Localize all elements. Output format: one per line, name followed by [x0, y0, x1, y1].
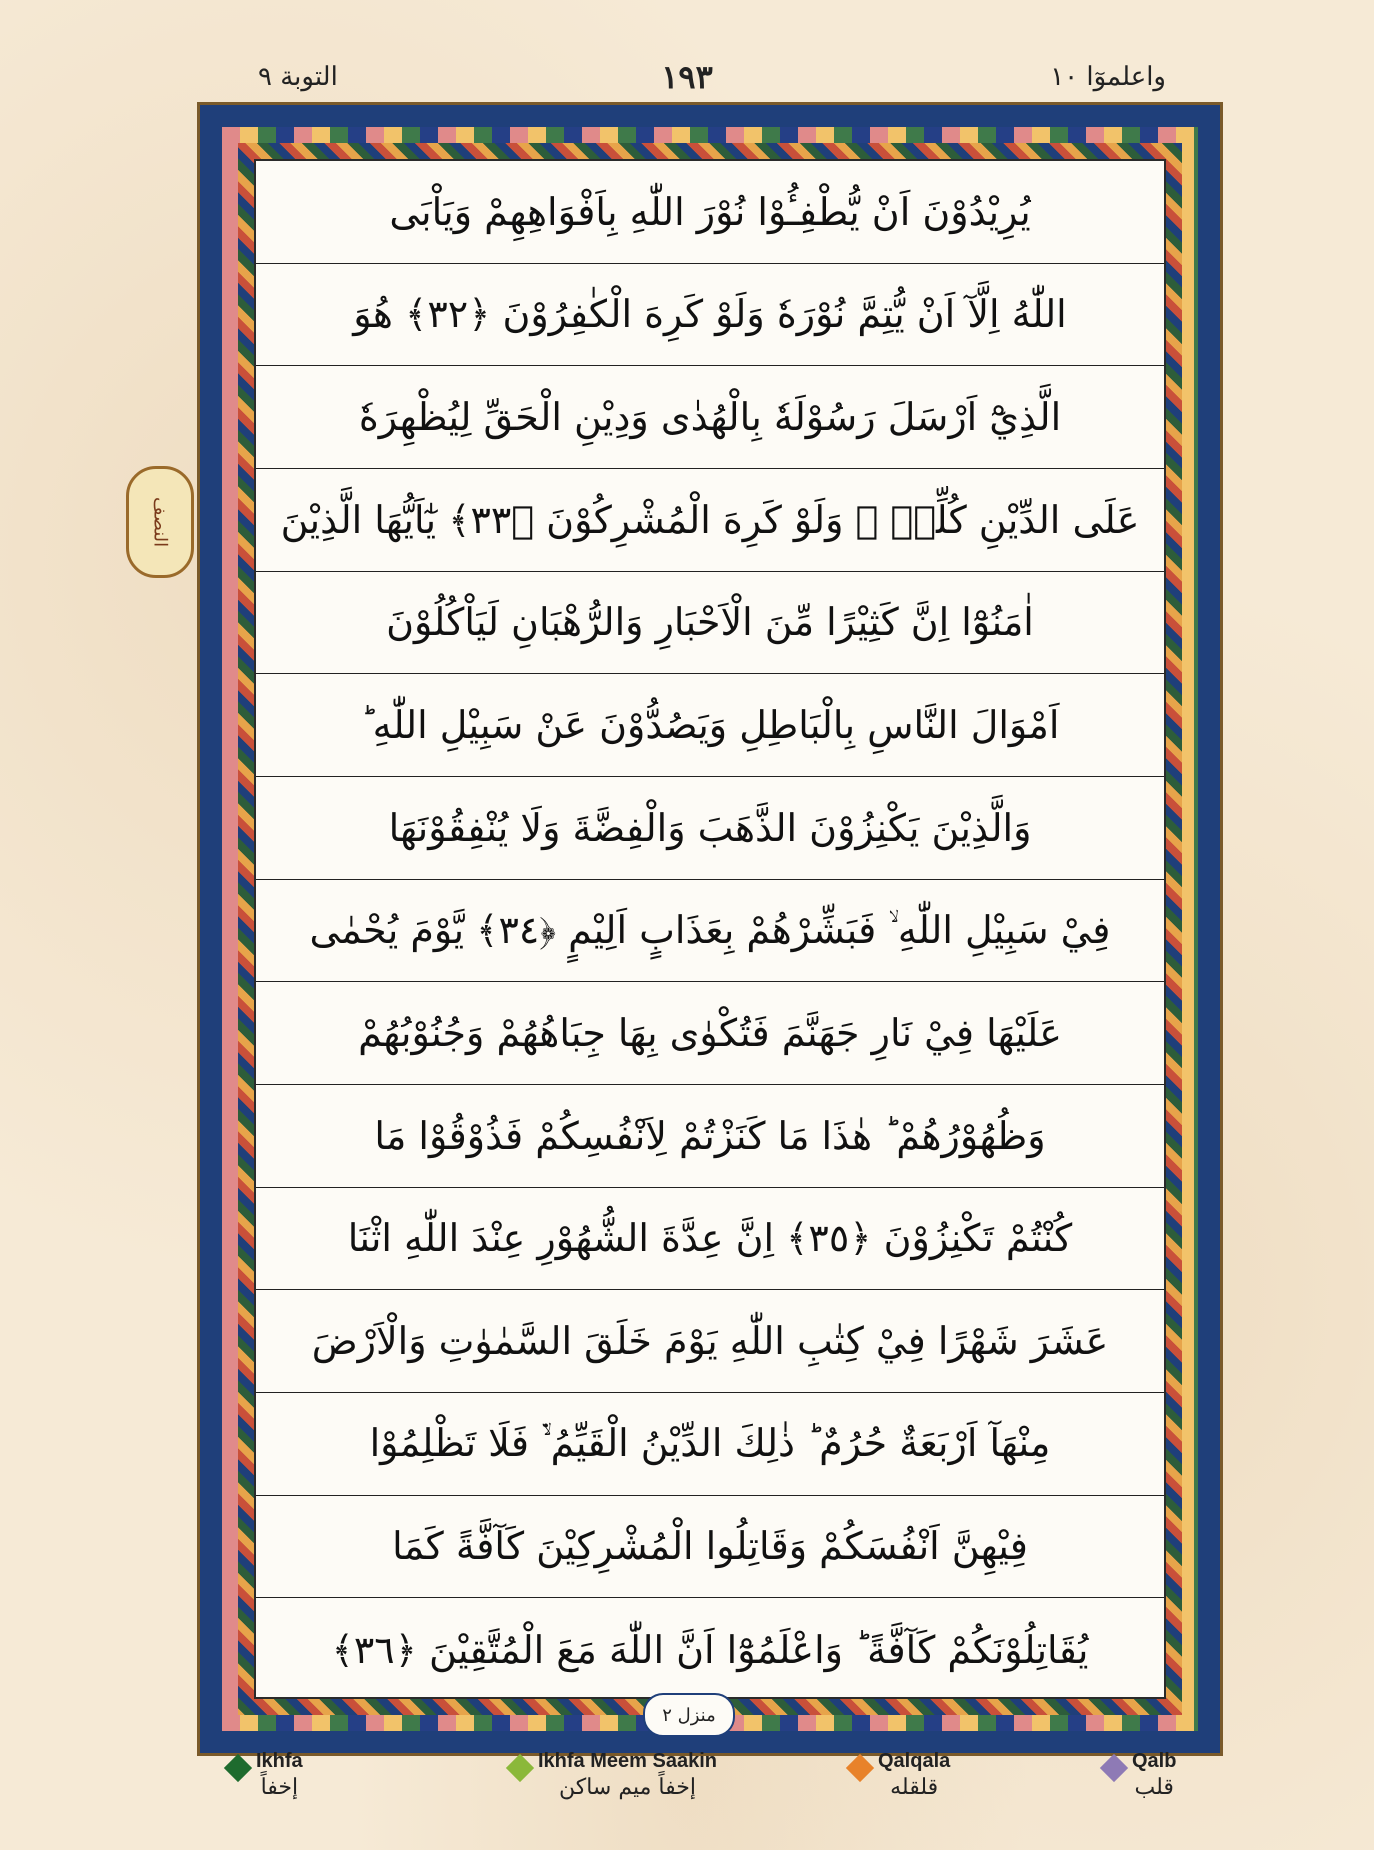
manzil-marker: منزل ٢ [643, 1693, 735, 1737]
legend-label-en: Ikhfa [256, 1750, 303, 1772]
text-line: اللّٰهُ اِلَّآ اَنْ يُّتِمَّ نُوْرَهٗ وَلَوْ كَرِهَ الْكٰفِرُوْنَ ﴿٣٢﴾ هُوَ [256, 264, 1164, 367]
legend-label-en: Qalb [1132, 1750, 1177, 1772]
surah-name: التوبة ٩ [258, 62, 338, 92]
hizb-marker: النصف [126, 466, 194, 578]
legend-label-en: Qalqala [878, 1750, 951, 1772]
text-line: كُنْتُمْ تَكْنِزُوْنَ ﴿٣٥﴾ اِنَّ عِدَّةَ الشُّهُوْرِ عِنْدَ اللّٰهِ اثْنَا [256, 1188, 1164, 1291]
legend-label-ar: إخفاً [260, 1775, 299, 1800]
legend-qalqala [850, 1750, 950, 1800]
text-line: عَلَى الدِّيْنِ كُلِّهٖ ۙ وَلَوْ كَرِهَ الْمُشْرِكُوْنَ ﴿٣٣﴾ يٰٓاَيُّهَا الَّذِيْنَ [256, 469, 1164, 572]
quran-text-area [254, 159, 1166, 1699]
page-number: ١٩٣ [661, 58, 713, 96]
text-line: يُرِيْدُوْنَ اَنْ يُّطْفِـُٔوْا نُوْرَ اللّٰهِ بِاَفْوَاهِهِمْ وَيَاْبَى [256, 161, 1164, 264]
legend-qalb [1104, 1750, 1176, 1800]
text-line: يُقَاتِلُوْنَكُمْ كَآفَّةً ؕ وَاعْلَمُوْٓا اَنَّ اللّٰهَ مَعَ الْمُتَّقِيْنَ ﴿٣٦﴾ [331, 1627, 1089, 1672]
text-line: عَلَيْهَا فِيْ نَارِ جَهَنَّمَ فَتُكْوٰى بِهَا جِبَاهُهُمْ وَجُنُوْبُهُمْ [256, 982, 1164, 1085]
diamond-icon [506, 1754, 534, 1782]
text-line: وَالَّذِيْنَ يَكْنِزُوْنَ الذَّهَبَ وَالْفِضَّةَ وَلَا يُنْفِقُوْنَهَا [256, 777, 1164, 880]
legend-label-ar: قلقله [890, 1775, 939, 1800]
text-line: فِيْهِنَّ اَنْفُسَكُمْ وَقَاتِلُوا الْمُشْرِكِيْنَ كَآفَّةً كَمَا [256, 1496, 1164, 1599]
juz-name: واعلموٓا ١٠ [1050, 62, 1166, 92]
legend-label-en: Ikhfa Meem Saakin [538, 1750, 717, 1772]
text-line: اٰمَنُوْٓا اِنَّ كَثِيْرًا مِّنَ الْاَحْبَارِ وَالرُّهْبَانِ لَيَاْكُلُوْنَ [256, 572, 1164, 675]
diamond-icon [846, 1754, 874, 1782]
diamond-icon [1100, 1754, 1128, 1782]
text-line: عَشَرَ شَهْرًا فِيْ كِتٰبِ اللّٰهِ يَوْمَ خَلَقَ السَّمٰوٰتِ وَالْاَرْضَ [256, 1290, 1164, 1393]
text-line: فِيْ سَبِيْلِ اللّٰهِ ۙ فَبَشِّرْهُمْ بِعَذَابٍ اَلِيْمٍ ﴿٣٤﴾ يَّوْمَ يُحْمٰى [256, 880, 1164, 983]
text-line: الَّذِيْٓ اَرْسَلَ رَسُوْلَهٗ بِالْهُدٰى وَدِيْنِ الْحَقِّ لِيُظْهِرَهٗ [256, 366, 1164, 469]
legend-ikhfa [228, 1750, 303, 1800]
legend-label-ar: قلب [1134, 1775, 1174, 1800]
text-line: وَظُهُوْرُهُمْ ؕ هٰذَا مَا كَنَزْتُمْ لِاَنْفُسِكُمْ فَذُوْقُوْا مَا [256, 1085, 1164, 1188]
text-line: مِنْهَآ اَرْبَعَةٌ حُرُمٌ ؕ ذٰلِكَ الدِّيْنُ الْقَيِّمُ ۙ۬ فَلَا تَظْلِمُوْا [256, 1393, 1164, 1496]
text-line: اَمْوَالَ النَّاسِ بِالْبَاطِلِ وَيَصُدُّوْنَ عَنْ سَبِيْلِ اللّٰهِ ؕ [256, 674, 1164, 777]
diamond-icon [224, 1754, 252, 1782]
legend-ikhfa-meem-saakin [510, 1750, 717, 1800]
legend-label-ar: إخفاً ميم ساكن [559, 1775, 696, 1800]
